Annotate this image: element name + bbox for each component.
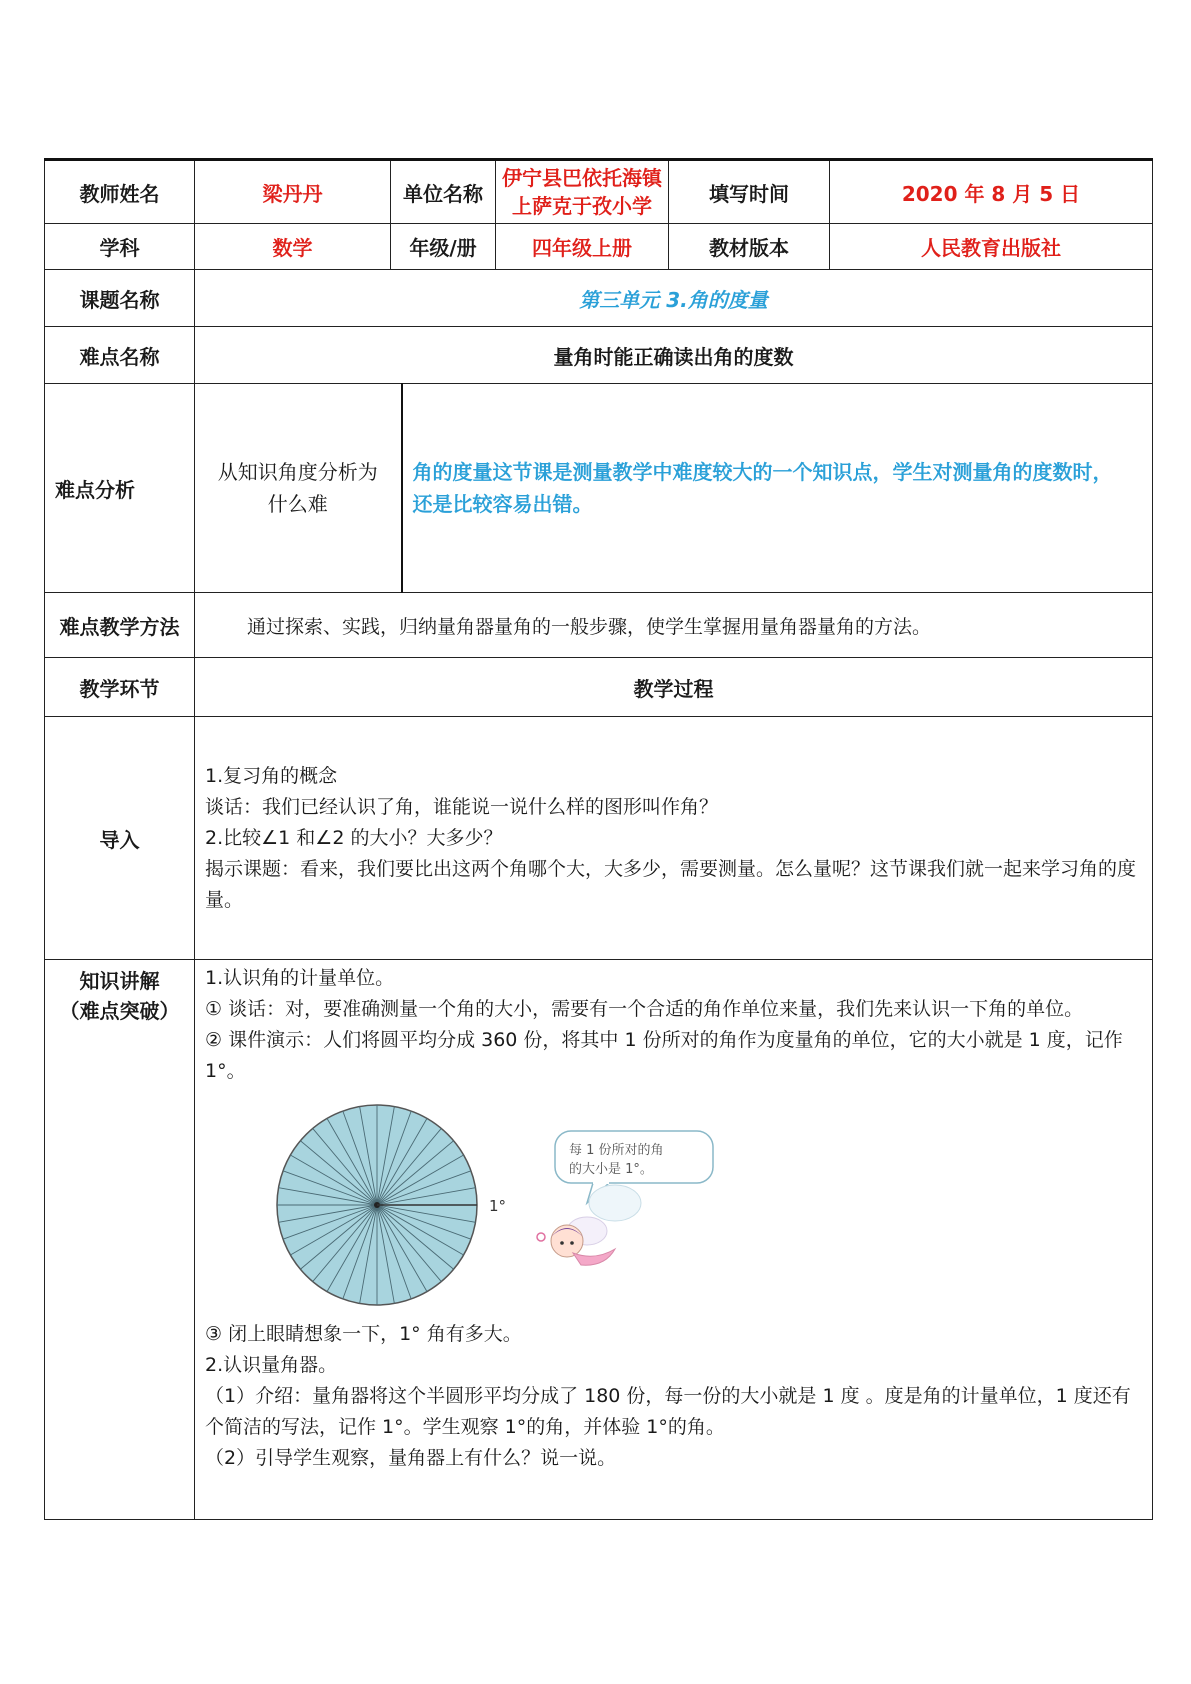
subject-value: 数学 <box>195 224 391 270</box>
intro-line: 2.比较∠1 和∠2 的大小？大多少？ <box>205 826 503 849</box>
knowledge-content <box>195 960 1153 1520</box>
difficulty-row <box>45 327 1153 384</box>
intro-line: 谈话：我们已经认识了角，谁能说一说什么样的图形叫作角？ <box>205 795 719 818</box>
divided-circle-figure <box>275 1091 795 1311</box>
difficulty-value: 量角时能正确读出角的度数 <box>195 327 1153 384</box>
date-value: 2020 年 8 月 5 日 <box>830 160 1153 224</box>
edition-value: 人民教育出版社 <box>830 224 1153 270</box>
lesson-plan-sheet <box>44 158 1152 1520</box>
topic-label: 课题名称 <box>45 270 195 327</box>
analysis-sub-label: 从知识角度分析为什么难 <box>195 384 402 593</box>
process-step-label: 教学环节 <box>45 658 195 717</box>
process-header-value: 教学过程 <box>195 658 1153 717</box>
header-row-2 <box>45 224 1153 270</box>
edition-label: 教材版本 <box>669 224 830 270</box>
knowledge-line: （2）引导学生观察，量角器上有什么？说一说。 <box>205 1447 617 1469</box>
bubble-line2: 的大小是 1°。 <box>569 1162 653 1177</box>
method-row <box>45 593 1153 658</box>
unit-value <box>496 160 669 224</box>
knowledge-line: 2.认识量角器。 <box>205 1354 338 1376</box>
subject-label: 学科 <box>45 224 195 270</box>
knowledge-line: （1）介绍：量角器将这个半圆形平均分成了 180 份，每一份的大小就是 1 度 。度是角的计量单位，1 度还有个简洁的写法，记作 1°。学生观察 1°的角，并体验 1°的角。 <box>205 1385 1131 1438</box>
intro-row <box>45 717 1153 960</box>
topic-row <box>45 270 1153 327</box>
unit-value-line2: 上萨克于孜小学 <box>512 194 652 218</box>
one-degree-label: 1° <box>489 1197 507 1215</box>
degree-figure <box>205 1091 1142 1311</box>
grade-label: 年级/册 <box>391 224 496 270</box>
knowledge-line: ① 谈话：对，要准确测量一个角的大小，需要有一个合适的角作单位来量，我们先来认识一下角的单位。 <box>205 998 1084 1020</box>
lesson-plan-table <box>44 158 1153 1520</box>
method-label: 难点教学方法 <box>45 593 195 658</box>
knowledge-line: 1.认识角的计量单位。 <box>205 967 395 989</box>
knowledge-line: ③ 闭上眼睛想象一下，1° 角有多大。 <box>205 1323 522 1345</box>
intro-label: 导入 <box>45 717 195 960</box>
unit-value-line1: 伊宁县巴依托海镇 <box>502 166 662 190</box>
knowledge-label <box>45 960 195 1520</box>
date-label: 填写时间 <box>669 160 830 224</box>
knowledge-line: ② 课件演示：人们将圆平均分成 360 份，将其中 1 份所对的角作为度量角的单位，它的大小就是 1 度，记作 1°。 <box>205 1029 1123 1082</box>
process-header-row <box>45 658 1153 717</box>
teacher-label: 教师姓名 <box>45 160 195 224</box>
analysis-row <box>45 384 1153 593</box>
knowledge-label-line1: 知识讲解 <box>79 969 160 993</box>
analysis-content: 角的度量这节课是测量教学中难度较大的一个知识点，学生对测量角的度数时，还是比较容易出错。 <box>402 384 1153 593</box>
grade-value: 四年级上册 <box>496 224 669 270</box>
intro-line: 揭示课题：看来，我们要比出这两个角哪个大，大多少，需要测量。怎么量呢？这节课我们就一起来学习角的度量。 <box>205 857 1137 911</box>
unit-label: 单位名称 <box>391 160 496 224</box>
analysis-label: 难点分析 <box>45 384 195 593</box>
difficulty-label: 难点名称 <box>45 327 195 384</box>
knowledge-row <box>45 960 1153 1520</box>
bubble-line1: 每 1 份所对的角 <box>569 1143 664 1158</box>
topic-value: 第三单元 3.角的度量 <box>195 270 1153 327</box>
header-row-1 <box>45 160 1153 224</box>
teacher-value: 梁丹丹 <box>195 160 391 224</box>
intro-line: 1.复习角的概念 <box>205 764 338 787</box>
method-content: 通过探索、实践，归纳量角器量角的一般步骤，使学生掌握用量角器量角的方法。 <box>195 593 1153 658</box>
knowledge-label-line2: （难点突破） <box>59 999 180 1023</box>
intro-content <box>195 717 1153 960</box>
